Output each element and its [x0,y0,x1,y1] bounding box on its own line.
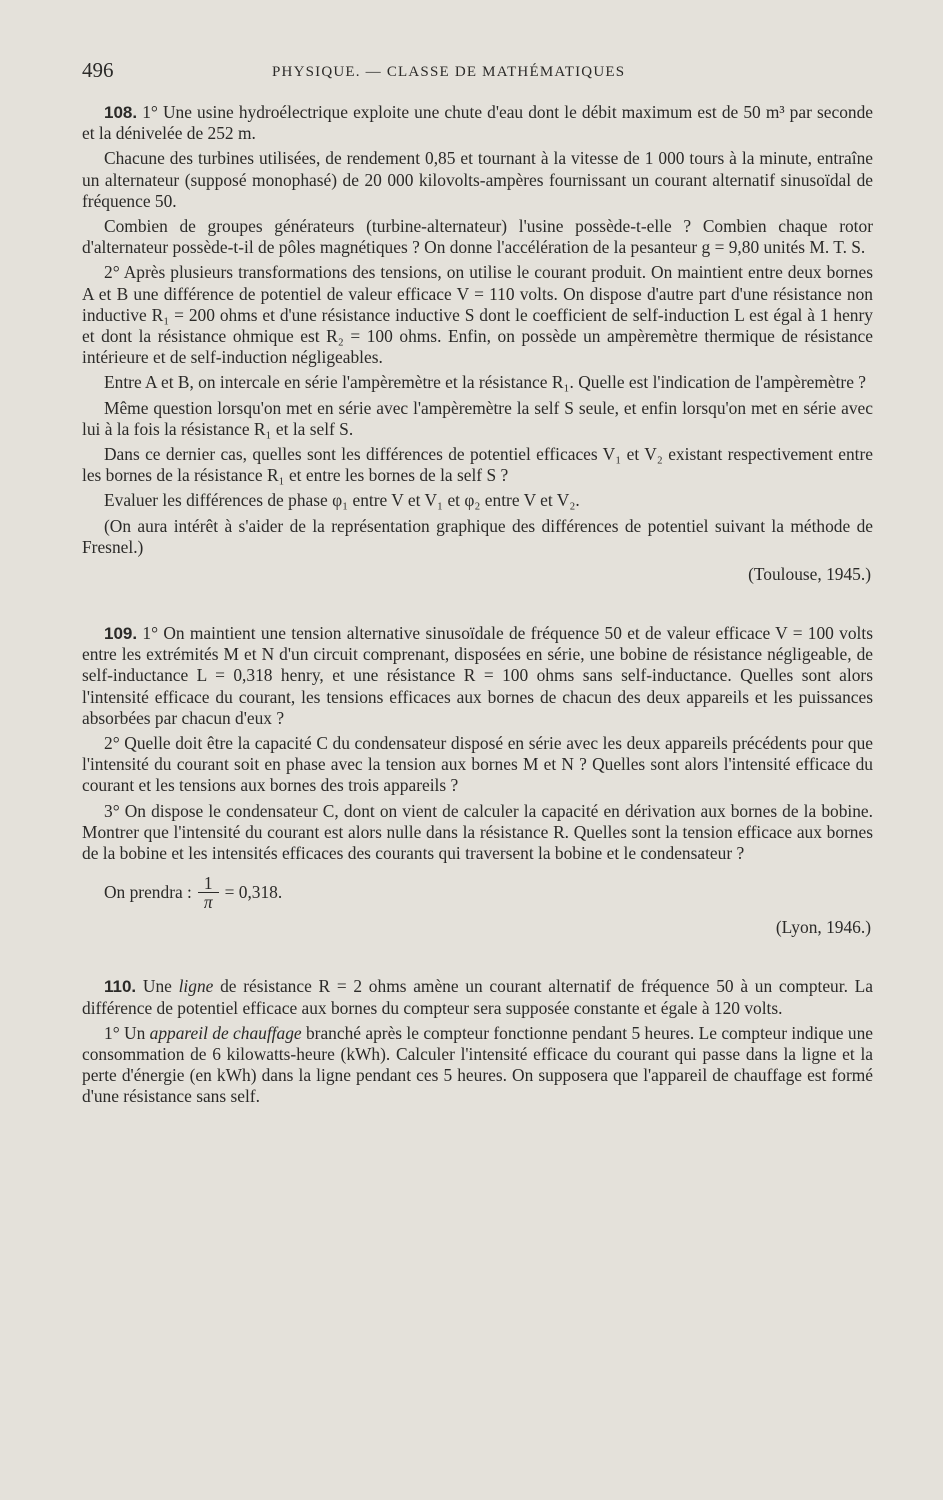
exercise-109-paragraph-1: 109. 1° On maintient une tension alternative sinusoïdale de fréquence 50 et de valeur efficace V = 100 volts entre les extrémités M et N d'un circuit comprenant, disposées en série, une bobine de résistance négligeable, de self-inductance L = 0,318 henry, et une résistance R = 100 ohms sans self-inductance. Quelles sont alors l'intensité efficace du courant, les tensions efficaces aux bornes de chacun des deux appareils et les puissances absorbées par chacun d'eux ? [82,623,873,728]
formula-one-over-pi [104,874,873,911]
exercise-108-paragraph-5: Entre A et B, on intercale en série l'ampèremètre et la résistance R₁. Quelle est l'indication de l'ampèremètre ? [104,372,866,393]
page-header [82,52,873,94]
exercise-108-paragraph-8: Evaluer les différences de phase φ₁ entre V et V₁ et φ₂ entre V et V₂. [104,490,580,511]
exercise-108 [82,102,873,585]
exercise-number: 109. [104,624,138,644]
exercise-108-source: (Toulouse, 1945.) [748,564,871,585]
exercise-108-paragraph-1: 108. 1° Une usine hydroélectrique exploite une chute d'eau dont le débit maximum est de 50 m³ par seconde et la dénivelée de 252 m. [82,102,873,144]
page-number: 496 [82,58,114,82]
exercise-108-paragraph-7: Dans ce dernier cas, quelles sont les différences de potentiel efficaces V₁ et V₂ existant respectivement entre les bornes de la résistance R₁ et entre les bornes de la self S ? [82,444,873,486]
formula-lead: On prendra : [104,882,192,903]
exercise-110 [82,976,873,1107]
exercise-109 [82,623,873,938]
fraction-numerator: 1 [198,874,219,893]
fraction [198,874,219,911]
exercise-108-paragraph-3: Combien de groupes générateurs (turbine-alternateur) l'usine possède-t-elle ? Combien chaque rotor d'alternateur possède-t-il de pôles magnétiques ? On donne l'accélération de la pesanteur g = 9,80 unités M. T. S. [82,216,873,258]
formula-tail: = 0,318. [224,882,283,903]
exercise-110-paragraph-2: 1° Un appareil de chauffage branché après le compteur fonctionne pendant 5 heures. Le compteur indique une consommation de 6 kilowatts-heure (kWh). Calculer l'intensité efficace du courant qui passe dans la ligne et la perte d'énergie (en kWh) dans la ligne pendant ces 5 heures. On supposera que l'appareil de chauffage est formé d'une résistance sans self. [82,1022,873,1107]
exercise-108-paragraph-6: Même question lorsqu'on met en série avec l'ampèremètre la self S seule, et enfin lorsqu'on met en série avec lui à la fois la résistance R₁ et la self S. [82,397,873,439]
exercise-108-paragraph-4: 2° Après plusieurs transformations des tensions, on utilise le courant produit. On maintient entre deux bornes A et B une différence de potentiel de valeur efficace V = 110 volts. On dispose d'autre part d'une résistance non inductive R₁ = 200 ohms et d'une résistance inductive S dont le coefficient de self-induction L est égal à 1 henry et dont la résistance ohmique est R₂ = 100 ohms. Enfin, on possède un ampèremètre thermique de résistance intérieure et de self-induction négligeables. [82,262,873,368]
exercise-108-paragraph-9: (On aura intérêt à s'aider de la représentation graphique des différences de potentiel suivant la méthode de Fresnel.) [82,515,873,557]
exercise-109-paragraph-2: 2° Quelle doit être la capacité C du condensateur disposé en série avec les deux appareils précédents pour que l'intensité du courant soit en phase avec la tension aux bornes M et N ? Quelles sont alors l'intensité efficace du courant et les tensions aux bornes des trois appareils ? [82,733,873,796]
exercise-number: 110. [104,977,137,997]
exercise-110-paragraph-1: 110. Une ligne de résistance R = 2 ohms amène un courant alternatif de fréquence 50 à un compteur. La différence de potentiel efficace aux bornes du compteur sera supposée constante et égale à 120 volts. [82,976,874,1018]
exercise-109-source: (Lyon, 1946.) [775,917,871,938]
fraction-denominator: π [203,892,213,913]
exercise-number: 108. [104,103,138,122]
running-title: PHYSIQUE. — CLASSE DE MATHÉMATIQUES [272,64,626,80]
exercise-109-paragraph-3: 3° On dispose le condensateur C, dont on vient de calculer la capacité en dérivation aux bornes de la bobine. Montrer que l'intensité du courant est alors nulle dans la résistance R. Quelles sont la tension efficace aux bornes de la bobine et les intensités efficaces des courants qui traversent la bobine et le condensateur ? [82,800,873,864]
exercise-108-paragraph-2: Chacune des turbines utilisées, de rendement 0,85 et tournant à la vitesse de 1 000 tours à la minute, entraîne un alternateur (supposé monophasé) de 20 000 kilovolts-ampères fournissant un courant alternatif sinusoïdal de fréquence 50. [82,148,873,211]
